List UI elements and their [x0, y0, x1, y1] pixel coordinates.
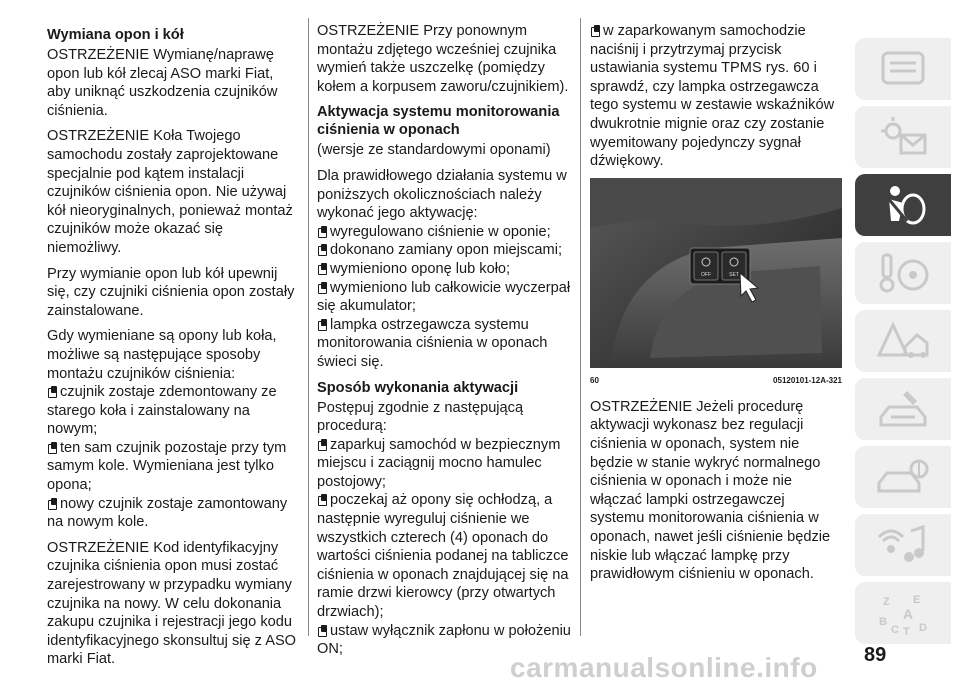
technical-data-icon [873, 453, 933, 501]
bullet-icon [48, 498, 58, 509]
bullet-icon [318, 319, 328, 330]
tab-index[interactable] [855, 582, 951, 644]
paragraph [317, 399, 571, 659]
page-number: 89 [864, 644, 887, 666]
off-label: OFF [701, 271, 711, 278]
index-icon [873, 589, 933, 637]
index-letter: Z [883, 596, 890, 608]
paragraph: OSTRZEŻENIE Kod identyfikacyjny czujnika ciśnienia opon musi zostać zarejestrowany w przypadku wymiany czujnika na nowy. W celu dokonania zakupu czujnika i rejestracji jego kodu identyfikacyjnego skonsultuj się z ASO marki Fiat. [47, 539, 297, 668]
bullet-icon [318, 494, 328, 505]
list-item: wymieniono oponę lub koło; [330, 260, 511, 277]
list-item: lampka ostrzegawcza systemu monitorowania ciśnienia w oponach świeci się. [317, 316, 548, 370]
bullet-icon [318, 282, 328, 293]
bullet-icon [318, 244, 328, 255]
tab-car-info[interactable] [855, 38, 951, 100]
dashboard-photo [590, 178, 842, 368]
list-item: ustaw wyłącznik zapłonu w położeniu ON; [317, 622, 571, 658]
paragraph [590, 22, 842, 171]
index-letter: B [879, 616, 887, 628]
paragraph-text: Gdy wymieniane są opony lub koła, możliwe są następujące sposoby montażu czujników ciśnienia: [47, 328, 277, 382]
list-item: zaparkuj samochód w bezpiecznym miejscu i zaciągnij mocno hamulec postojowy; [317, 436, 561, 490]
paragraph: OSTRZEŻENIE Jeżeli procedurę aktywacji wykonasz bez regulacji ciśnienia w oponach, system nie będzie w stanie wykryć normalnego ciśnienia w oponach i może nie włączać lampki ostrzegawczej systemu monitorowania ciśnienia w oponach, nawet jeśli ciśnienie będzie niskie lub włączać lampkę przy prawidłowym ciśnieniu w oponach. [590, 398, 831, 583]
list-item: dokonano zamiany opon miejscami; [330, 242, 563, 259]
starting-driving-icon [873, 249, 933, 297]
list-item: ten sam czujnik pozostaje przy tym samym kole. Wymieniana jest tylko opona; [47, 439, 287, 494]
list-item: nowy czujnik zostaje zamontowany na nowym kole. [47, 495, 288, 531]
figure-tpms-button [590, 178, 842, 368]
bullet-icon [591, 25, 601, 36]
paragraph: OSTRZEŻENIE Wymianę/naprawę opon lub kół zlecaj ASO marki Fiat, aby uniknąć uszkodzenia czujników ciśnienia. [47, 47, 278, 119]
tab-maintenance[interactable] [855, 378, 951, 440]
tab-safety[interactable] [855, 174, 951, 236]
paragraph-text: Postępuj zgodnie z następującą procedurą: [317, 399, 524, 435]
paragraph [47, 327, 299, 532]
paragraph: OSTRZEŻENIE Koła Twojego samochodu zostały zaprojektowane specjalnie pod kątem instalacji czujników ciśnienia opon. Nie używaj kół nieoryginalnych, ponieważ montaż czujników może okazać się niemożliwy. [47, 128, 293, 256]
bullet-icon [318, 439, 328, 450]
bullet-icon [48, 442, 58, 453]
warning-lights-icon [873, 113, 933, 161]
list-item: czujnik zostaje zdemontowany ze starego koła i zainstalowany na nowym; [47, 384, 277, 438]
figure-caption [590, 372, 842, 386]
index-letter: T [903, 626, 910, 637]
figure-code: 05120101-12A-321 [773, 375, 842, 385]
paragraph [317, 167, 571, 372]
column-1 [47, 22, 299, 676]
paragraph-text: Dla prawidłowego działania systemu w poniższych okolicznościach należy wykonać jego aktywację: [317, 167, 567, 222]
index-letter: C [891, 624, 899, 636]
tab-emergency[interactable] [855, 310, 951, 372]
index-letter: A [903, 606, 914, 622]
emergency-icon [873, 317, 933, 365]
bullet-icon [318, 226, 328, 237]
column-divider [308, 18, 309, 636]
safety-airbag-icon [873, 181, 933, 229]
list-item: wymieniono lub całkowicie wyczerpał się akumulator; [317, 279, 571, 315]
index-letter: E [913, 594, 921, 606]
tab-technical-data[interactable] [855, 446, 951, 508]
paragraph: Przy wymianie opon lub kół upewnij się, czy czujniki ciśnienia opon zostały zainstalowane. [47, 265, 295, 319]
list-item: poczekaj aż opony się ochłodzą, a następnie wyreguluj ciśnienie we wszystkich czterech (4) oponach do wartości ciśnienia podanej na tabliczce ciśnienia w oponach znajdującej się na ramie drzwi kierowcy (przy otwartych drzwiach); [317, 492, 569, 621]
bullet-icon [318, 263, 328, 274]
section-title-tire-change: Wymiana opon i kół [47, 27, 184, 43]
list-item: w zaparkowanym samochodzie naciśnij i przytrzymaj przycisk ustawiania systemu TPMS rys. 60 i sprawdź, czy lampka ostrzegawcza tego systemu w zestawie wskaźników dwukrotnie mignie oraz czy zostanie wyemitowany pojedynczy sygnał dźwiękowy. [590, 23, 835, 170]
list-item: wyregulowano ciśnienie w oponie; [330, 223, 551, 240]
bullet-icon [48, 386, 58, 397]
tab-warning-lights[interactable] [855, 106, 951, 168]
paragraph: OSTRZEŻENIE Przy ponownym montażu zdjętego wcześniej czujnika wymień także uszczelkę (pomiędzy kołem a korpusem zaworu/czujnikiem). [317, 23, 569, 95]
tab-starting-driving[interactable] [855, 242, 951, 304]
section-title-procedure: Sposób wykonania aktywacji [317, 379, 519, 396]
bullet-icon [318, 625, 328, 636]
chapter-tabs [855, 38, 951, 650]
multimedia-icon [873, 521, 933, 569]
car-info-icon [873, 45, 933, 93]
column-2 [317, 22, 571, 666]
index-letter: D [919, 622, 927, 634]
maintenance-icon [873, 385, 933, 433]
set-label: SET [729, 271, 739, 278]
tab-multimedia[interactable] [855, 514, 951, 576]
section-subtitle: (wersje ze standardowymi oponami) [317, 142, 551, 159]
watermark: carmanualsonline.info [510, 652, 818, 678]
section-title-activation: Aktywacja systemu monitorowania ciśnienia w oponach [317, 104, 560, 139]
figure-number: 60 [590, 375, 599, 385]
column-divider [580, 18, 581, 636]
column-3 [590, 22, 842, 591]
